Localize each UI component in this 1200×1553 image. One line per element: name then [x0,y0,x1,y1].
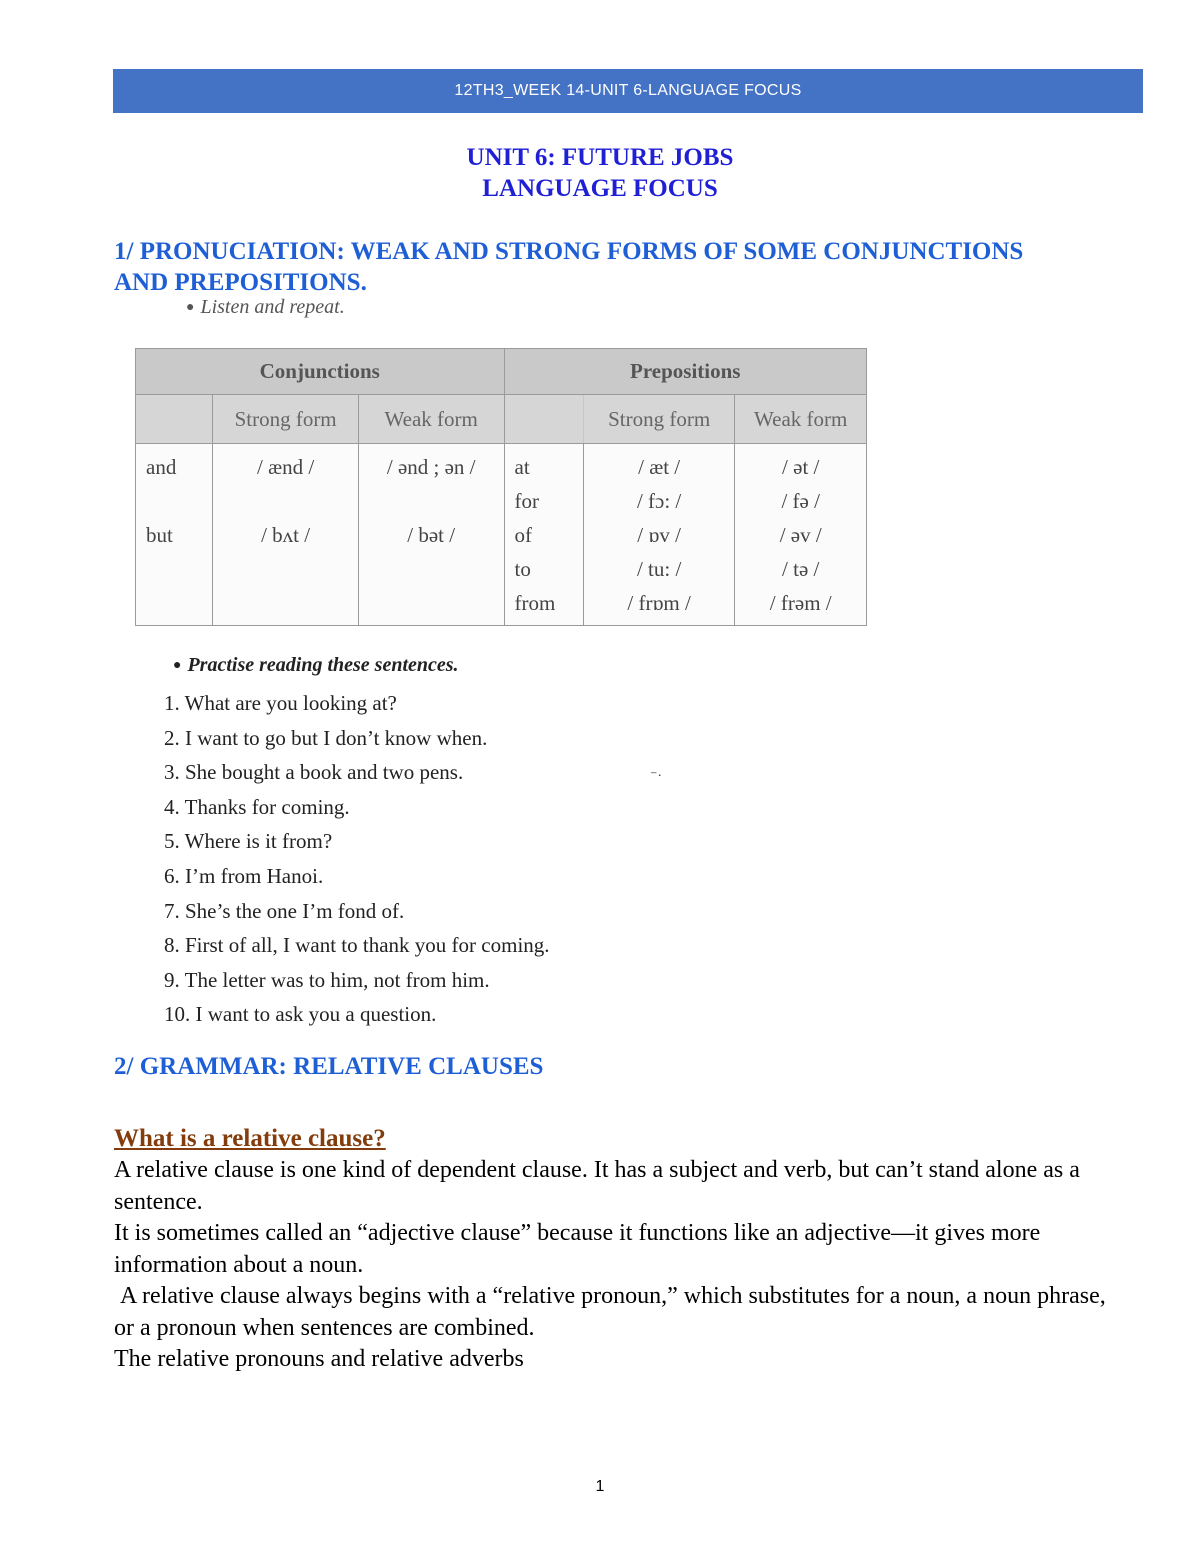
conj-strong: / bʌt / [261,523,311,547]
prep-strong-header: Strong form [583,395,735,444]
prep-weak: / ət / [782,455,820,479]
bullet-icon: ● [186,300,195,315]
relative-clause-body [114,1155,1124,1376]
prep-strong: / fɔ: / [636,489,682,513]
prep-strong: / ɒv / [637,523,681,547]
list-item: 7. She’s the one I’m fond of. [164,898,405,923]
prep-word: at [514,455,530,479]
section1-heading-line1: 1/ PRONUCIATION: WEAK AND STRONG FORMS OF SOME CONJUNCTIONS [114,238,1024,265]
conj-word: and [146,455,177,479]
conj-word: but [146,523,173,547]
prep-word: for [514,489,539,513]
bullet-icon: ● [173,658,182,673]
list-item: 10. I want to ask you a question. [164,1002,437,1027]
conj-strong: / ænd / [257,455,315,479]
scan-mark-icon: ⁻· [650,769,663,784]
prep-strong-cell [583,444,735,626]
prep-strong: / tu: / [636,557,682,581]
list-item: 2. I want to go but I don’t know when. [164,725,488,750]
conj-weak: / ənd ; ən / [386,455,476,479]
prep-word-cell [504,444,583,626]
list-item: 6. I’m from Hanoi. [164,863,324,888]
prep-weak-header: Weak form [735,395,867,444]
list-item: 8. First of all, I want to thank you for coming. [164,933,550,958]
list-item: 3. She bought a book and two pens. [164,760,464,785]
blank-header-2 [504,395,583,444]
listen-instruction: ● Listen and repeat. [186,296,345,318]
header-text: 12TH3_WEEK 14-UNIT 6-LANGUAGE FOCUS [454,82,802,99]
prep-weak-cell [735,444,867,626]
page-number: 1 [595,1478,605,1495]
conj-weak-cell [358,444,504,626]
list-item: 4. Thanks for coming. [164,794,350,819]
list-item: 5. Where is it from? [164,829,333,854]
paragraph: A relative clause always begins with a “relative pronoun,” which substitutes for a noun, a noun phrase, or a pronoun when sentences are combined. [114,1283,1112,1341]
section1-heading [114,236,1144,298]
prep-weak: / fə / [781,489,820,513]
paragraph: It is sometimes called an “adjective clause” because it functions like an adjective—it gives more information about a noun. [114,1220,1041,1278]
prep-weak: / əv / [779,523,822,547]
section2-heading: 2/ GRAMMAR: RELATIVE CLAUSES [114,1053,544,1080]
conj-weak-header: Weak form [358,395,504,444]
prepositions-header: Prepositions [504,349,867,395]
prep-word: of [514,523,532,547]
language-focus-title: LANGUAGE FOCUS [482,175,718,202]
conj-weak: / bət / [407,523,456,547]
conj-word-cell [136,444,213,626]
practise-instruction: ● Practise reading these sentences. [173,654,459,676]
list-item: 9. The letter was to him, not from him. [164,967,490,992]
prep-strong: / æt / [638,455,681,479]
unit-title: UNIT 6: FUTURE JOBS [466,144,734,171]
paragraph: A relative clause is one kind of dependent clause. It has a subject and verb, but can’t stand alone as a sentence. [114,1157,1080,1215]
list-item: 1. What are you looking at? [164,691,397,715]
relative-clause-subheading: What is a relative clause? [114,1125,386,1152]
prep-weak: / frəm / [769,591,832,615]
practice-sentences [164,686,550,1032]
conj-strong-header: Strong form [213,395,359,444]
document-header [113,69,1143,113]
prep-word: from [514,591,556,615]
paragraph: The relative pronouns and relative adverbs [114,1346,524,1372]
prep-strong: / frɒm / [627,591,691,615]
pronunciation-table [135,348,867,626]
prep-word: to [514,557,531,581]
blank-header [136,395,213,444]
section1-heading-line2: AND PREPOSITIONS. [114,269,367,296]
conjunctions-header: Conjunctions [136,349,505,395]
prep-weak: / tə / [782,557,820,581]
conj-strong-cell [213,444,359,626]
